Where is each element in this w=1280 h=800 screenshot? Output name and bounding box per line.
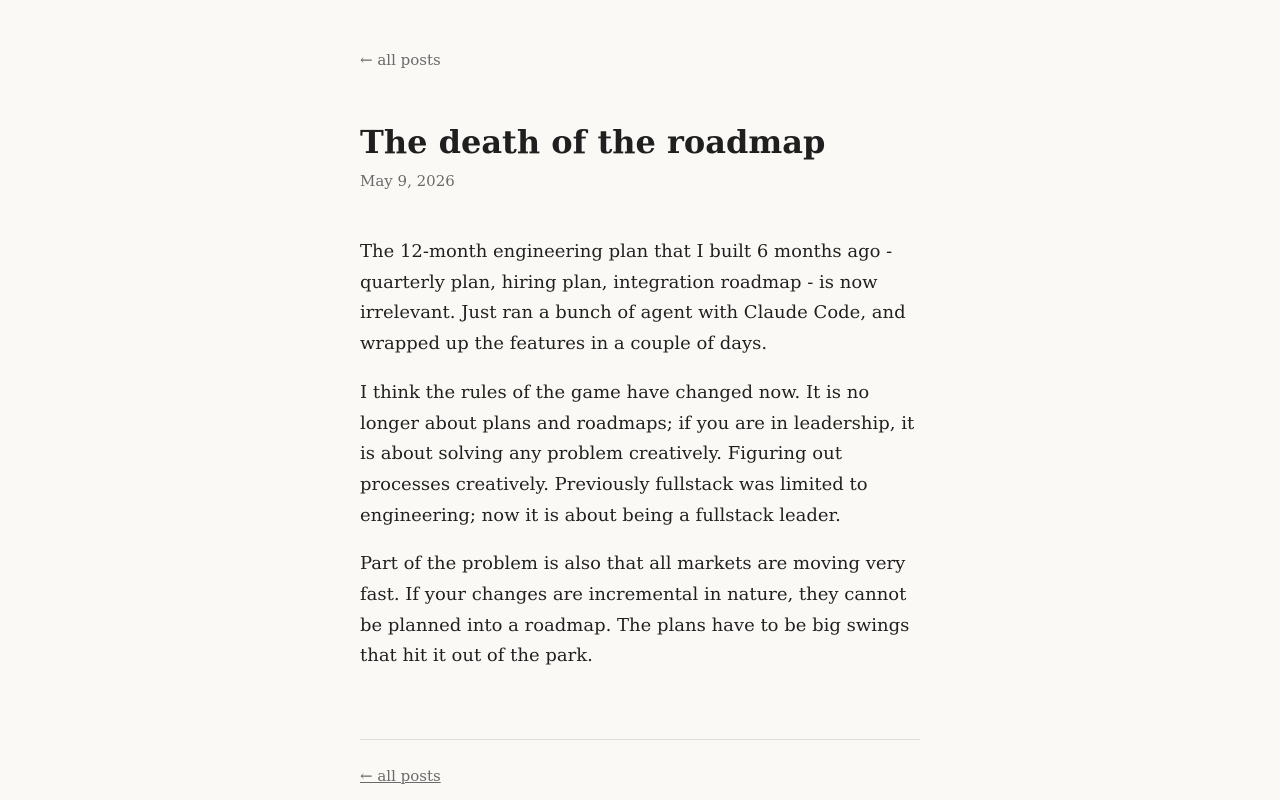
post-paragraph-2: I think the rules of the game have changed now. It is no longer about plans and roadmaps; if you are in leadership, it is about solving any problem creatively. Figuring out processes creatively. Previously fullstack was limited to engineering; now it is about being a fullstack leader.	[360, 381, 915, 526]
post-body	[360, 237, 920, 672]
all-posts-link-bottom[interactable]: ← all posts	[360, 767, 441, 786]
post-date: May 9, 2026	[360, 172, 455, 190]
post-paragraph-3: Part of the problem is also that all markets are moving very fast. If your changes are incremental in nature, they cannot be planned into a roadmap. The plans have to be big swings that hit it out of the park.	[360, 553, 910, 667]
footer-divider	[360, 739, 920, 740]
article-container	[360, 0, 920, 788]
footer-nav	[360, 764, 920, 788]
all-posts-link-top[interactable]: ← all posts	[360, 51, 441, 69]
post-title: The death of the roadmap	[360, 123, 826, 161]
post-paragraph-1: The 12-month engineering plan that I built 6 months ago - quarterly plan, hiring plan, integration roadmap - is now irrelevant. Just ran a bunch of agent with Claude Code, and wrapped up the features in a couple of days.	[360, 241, 906, 355]
